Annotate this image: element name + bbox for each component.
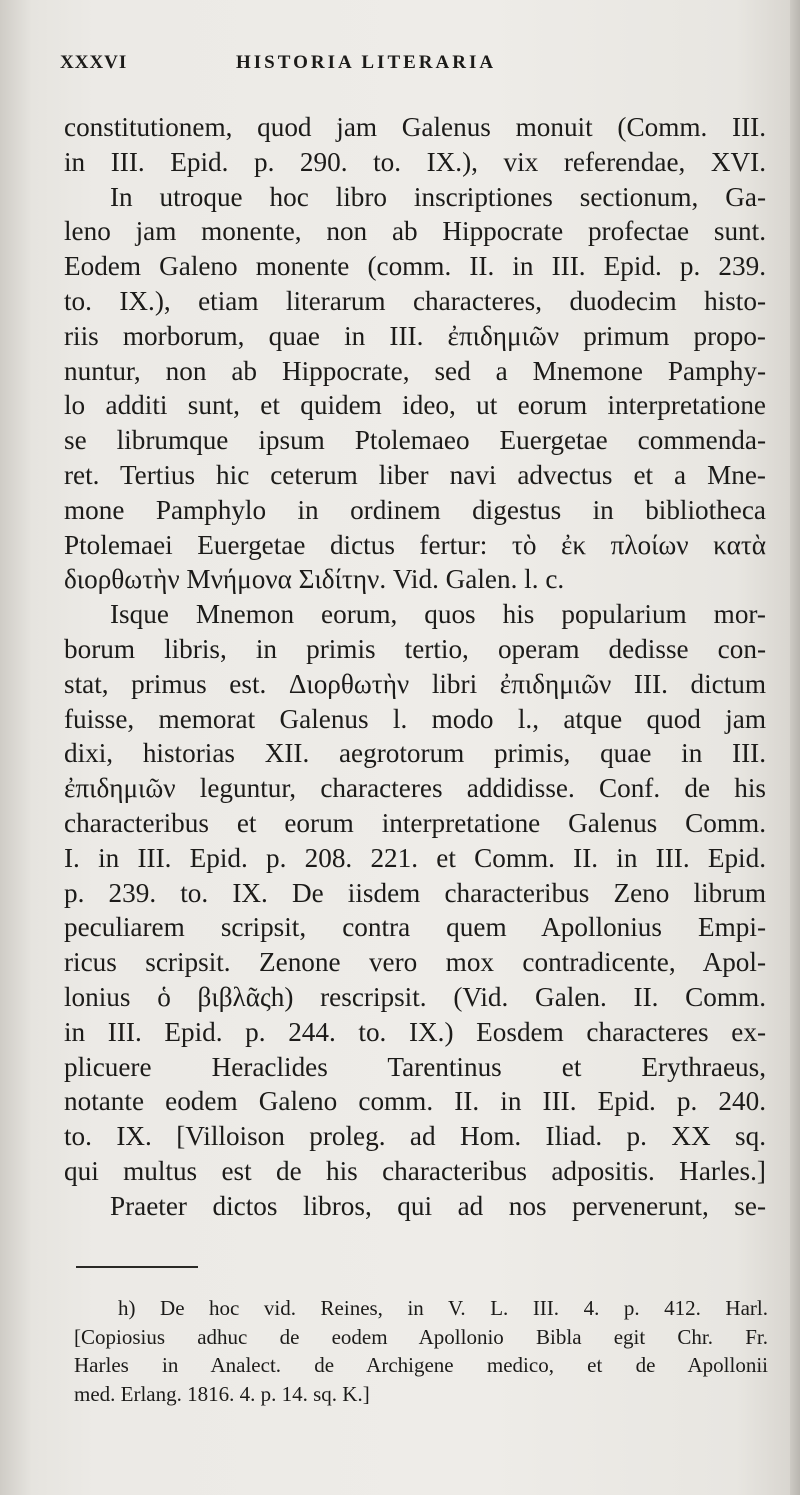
text-line: lo additi sunt, et quidem ideo, ut eorum interpretatione — [64, 390, 766, 421]
footnote-line: med. Erlang. 1816. 4. p. 14. sq. K.] — [74, 1381, 370, 1406]
running-header — [60, 48, 760, 78]
text-line: In utroque hoc libro inscriptiones sectionum, Ga- — [110, 181, 766, 212]
text-line: peculiarem scripsit, contra quem Apollonius Empi- — [64, 912, 766, 943]
text-line: I. in III. Epid. p. 208. 221. et Comm. II. in III. Epid. — [64, 842, 766, 873]
text-line: leno jam monente, non ab Hippocrate profectae sunt. — [64, 216, 766, 247]
footnote-line: [Copiosius adhuc de eodem Apollonio Bibla egit Chr. Fr. — [74, 1324, 768, 1349]
text-line: lonius ὁ βιβλᾶςh) rescripsit. (Vid. Galen. II. Comm. — [64, 981, 766, 1012]
text-line: ἐπιδημιῶν leguntur, characteres addidisse. Conf. de his — [64, 773, 766, 804]
text-line: plicuere Heraclides Tarentinus et Erythraeus, — [64, 1051, 766, 1082]
text-line: stat, primus est. Διορθωτὴν libri ἐπιδημιῶν III. dictum — [64, 668, 766, 699]
text-line: p. 239. to. IX. De iisdem characteribus Zeno librum — [64, 877, 766, 908]
text-line: Eodem Galeno monente (comm. II. in III. Epid. p. 239. — [64, 251, 766, 282]
footnote-line: Harles in Analect. de Archigene medico, et de Apollonii — [74, 1353, 768, 1377]
text-line: mone Pamphylo in ordinem digestus in bibliotheca — [64, 494, 766, 525]
text-line: ret. Tertius hic ceterum liber navi advectus et a Mne- — [64, 459, 766, 490]
text-line: fuisse, memorat Galenus l. modo l., atque quod jam — [64, 703, 766, 734]
text-line: nuntur, non ab Hippocrate, sed a Mnemone Pamphy- — [64, 355, 766, 386]
text-line: Isque Mnemon eorum, quos his popularium mor- — [110, 599, 766, 630]
text-line: διορθωτὴν Μνήμονα Σιδίτην. Vid. Galen. l. c. — [64, 564, 565, 595]
text-line: characteribus et eorum interpretatione Galenus Comm. — [64, 807, 766, 838]
page-edge — [790, 0, 800, 1495]
text-line: qui multus est de his characteribus adpositis. Harles.] — [64, 1155, 766, 1186]
footnote-rule — [76, 1266, 198, 1268]
text-line: Praeter dictos libros, qui ad nos pervenerunt, se- — [110, 1190, 766, 1221]
text-line: notante eodem Galeno comm. II. in III. Epid. p. 240. — [64, 1086, 766, 1117]
text-line: Ptolemaei Euergetae dictus fertur: τὸ ἐκ πλοίων κατὰ — [64, 529, 766, 560]
text-line: borum libris, in primis tertio, operam dedisse con- — [64, 633, 766, 664]
footnote — [74, 1294, 768, 1408]
text-line: dixi, historias XII. aegrotorum primis, quae in III. — [64, 738, 766, 769]
text-line: constitutionem, quod jam Galenus monuit (Comm. III. — [64, 112, 766, 142]
text-line: ricus scripsit. Zenone vero mox contradicente, Apol- — [64, 947, 766, 978]
text-line: in III. Epid. p. 244. to. IX.) Eosdem characteres ex- — [64, 1016, 766, 1047]
text-line: to. IX.), etiam literarum characteres, duodecim histo- — [64, 285, 766, 316]
main-text — [64, 110, 766, 1224]
running-title: HISTORIA LITERARIA — [236, 52, 497, 73]
text-line: se librumque ipsum Ptolemaeo Euergetae commenda- — [64, 425, 766, 456]
text-line: in III. Epid. p. 290. to. IX.), vix referendae, XVI. — [64, 146, 766, 177]
text-line: to. IX. [Villoison proleg. ad Hom. Iliad. p. XX sq. — [64, 1121, 766, 1152]
text-line: riis morborum, quae in III. ἐπιδημιῶν primum propo- — [64, 320, 766, 351]
page-number: XXXVI — [60, 52, 128, 73]
footnote-line: h) De hoc vid. Reines, in V. L. III. 4. p. 412. Harl. — [118, 1296, 768, 1320]
